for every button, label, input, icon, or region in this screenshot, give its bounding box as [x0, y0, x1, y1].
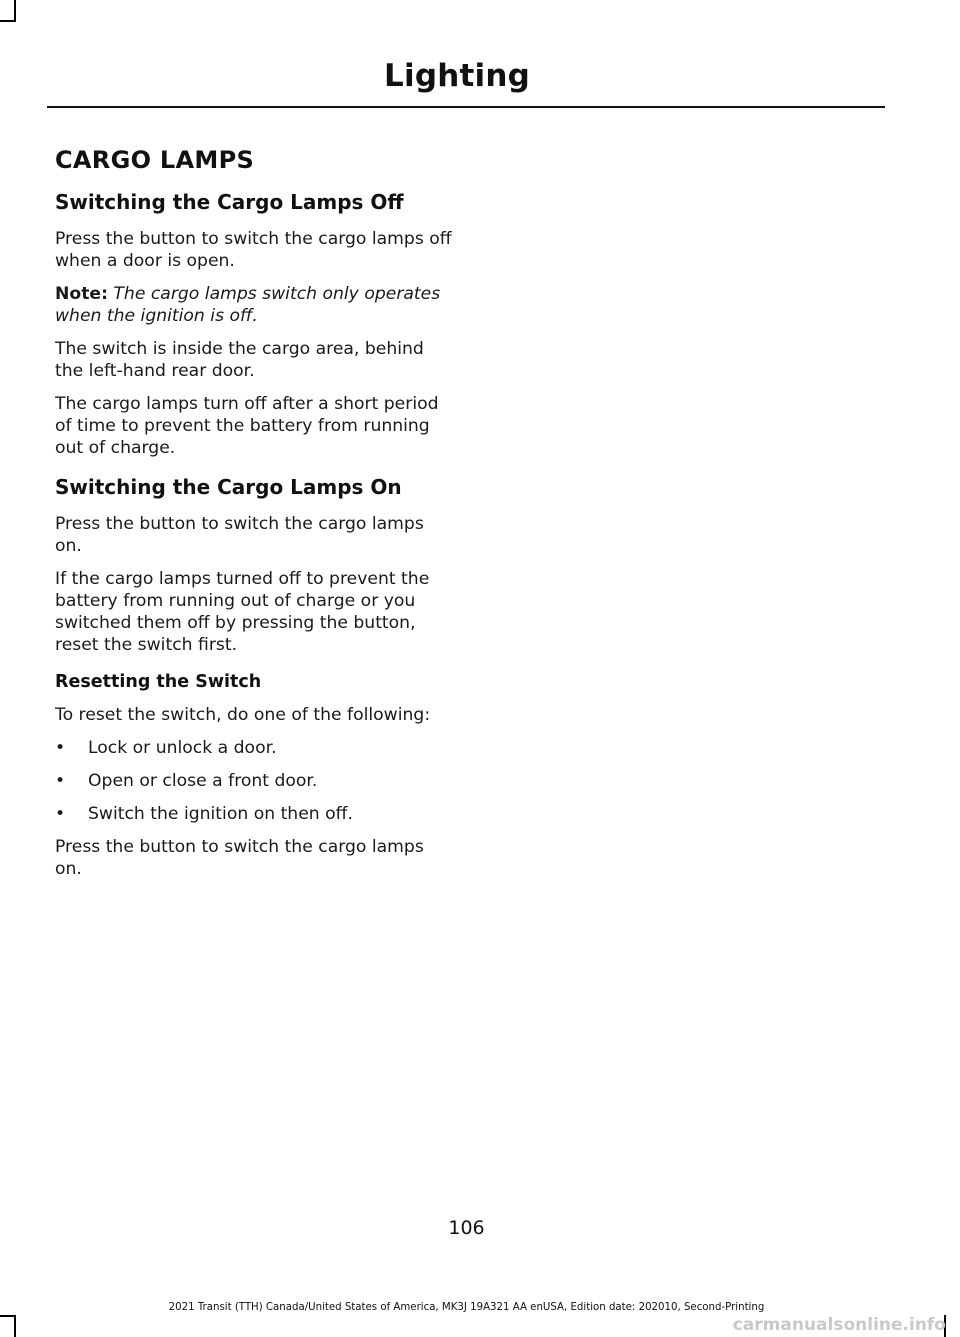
watermark: carmanualsonline.info: [732, 1315, 946, 1335]
crop-mark: [0, 20, 16, 22]
subheading-reset: Resetting the Switch: [55, 672, 262, 692]
crop-mark: [0, 1315, 16, 1317]
page-number: 106: [448, 1217, 485, 1239]
paragraph: Press the button to switch the cargo lamps on.: [55, 514, 424, 556]
bullet-icon: •: [55, 738, 66, 758]
crop-mark: [14, 0, 16, 21]
subheading-off: Switching the Cargo Lamps Off: [55, 190, 404, 214]
bullet-icon: •: [55, 804, 66, 824]
list-item: • Lock or unlock a door.: [55, 738, 277, 758]
note: [55, 283, 453, 327]
paragraph: The switch is inside the cargo area, behind the left-hand rear door.: [55, 339, 424, 381]
subheading-on: Switching the Cargo Lamps On: [55, 475, 402, 499]
bullet-list: [55, 737, 453, 825]
paragraph: Press the button to switch the cargo lamps off when a door is open.: [55, 229, 452, 271]
paragraph: To reset the switch, do one of the following:: [55, 705, 431, 725]
paragraph: If the cargo lamps turned off to prevent the battery from running out of charge or you switched them off by pressing the button, reset the switch first.: [55, 569, 430, 655]
paragraph: Press the button to switch the cargo lamps on.: [55, 837, 424, 879]
list-item: • Open or close a front door.: [55, 771, 318, 791]
bullet-icon: •: [55, 771, 66, 791]
main-content: [55, 146, 453, 891]
note-text: The cargo lamps switch only operates when the ignition is off.: [55, 284, 441, 326]
crop-mark: [14, 1315, 16, 1337]
section-heading: CARGO LAMPS: [55, 146, 255, 174]
header-divider: [47, 106, 885, 108]
page-title: Lighting: [384, 58, 530, 94]
list-item: • Switch the ignition on then off.: [55, 804, 353, 824]
footer-edition: 2021 Transit (TTH) Canada/United States of America, MK3J 19A321 AA enUSA, Edition date: 202010, Second-Printing: [168, 1302, 765, 1313]
note-label: Note:: [55, 284, 108, 304]
paragraph: The cargo lamps turn off after a short period of time to prevent the battery from running out of charge.: [55, 394, 439, 458]
